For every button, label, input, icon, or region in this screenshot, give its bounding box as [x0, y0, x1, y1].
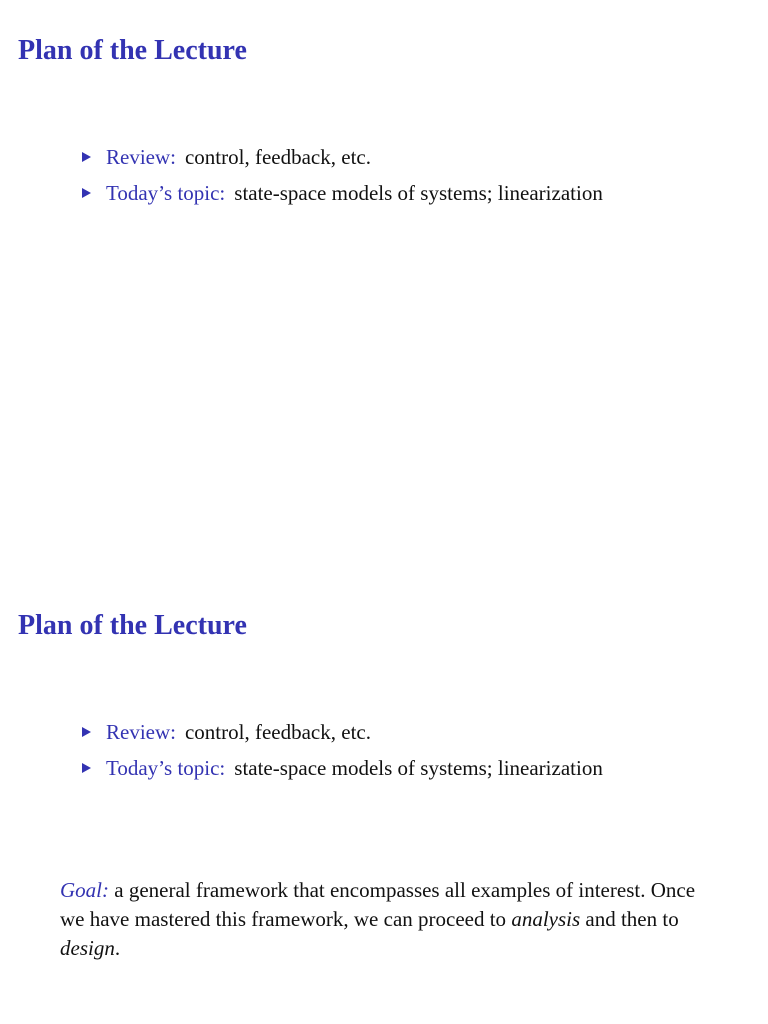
bullet-label: Today’s topic:	[106, 181, 226, 205]
bullet-text: control, feedback, etc.	[184, 720, 371, 744]
goal-label: Goal:	[60, 878, 109, 902]
bullet-list	[82, 720, 603, 792]
bullet-text: control, feedback, etc.	[184, 145, 371, 169]
bullet-label: Review:	[106, 720, 176, 744]
bullet-item-review	[82, 145, 603, 181]
goal-text: a general framework that encompasses all examples of interest. Once we have mastered this framework, we can proceed to	[60, 878, 696, 931]
slide-title: Plan of the Lecture	[18, 34, 247, 66]
goal-text: .	[114, 936, 121, 960]
slide-2	[0, 575, 768, 1024]
bullet-item-topic	[82, 181, 603, 217]
triangle-bullet-icon	[82, 152, 91, 162]
goal-paragraph	[60, 876, 700, 963]
triangle-bullet-icon	[82, 763, 91, 773]
triangle-bullet-icon	[82, 188, 91, 198]
bullet-item-review	[82, 720, 603, 756]
goal-emphasis-analysis: analysis	[511, 907, 581, 931]
goal-text: and then to	[580, 907, 679, 931]
bullet-text: state-space models of systems; linearization	[234, 181, 603, 205]
bullet-label: Review:	[106, 145, 176, 169]
triangle-bullet-icon	[82, 727, 91, 737]
bullet-text: state-space models of systems; linearization	[234, 756, 603, 780]
slide-title: Plan of the Lecture	[18, 609, 247, 641]
bullet-list	[82, 145, 603, 217]
goal-emphasis-design: design	[60, 936, 115, 960]
bullet-label: Today’s topic:	[106, 756, 226, 780]
bullet-item-topic	[82, 756, 603, 792]
